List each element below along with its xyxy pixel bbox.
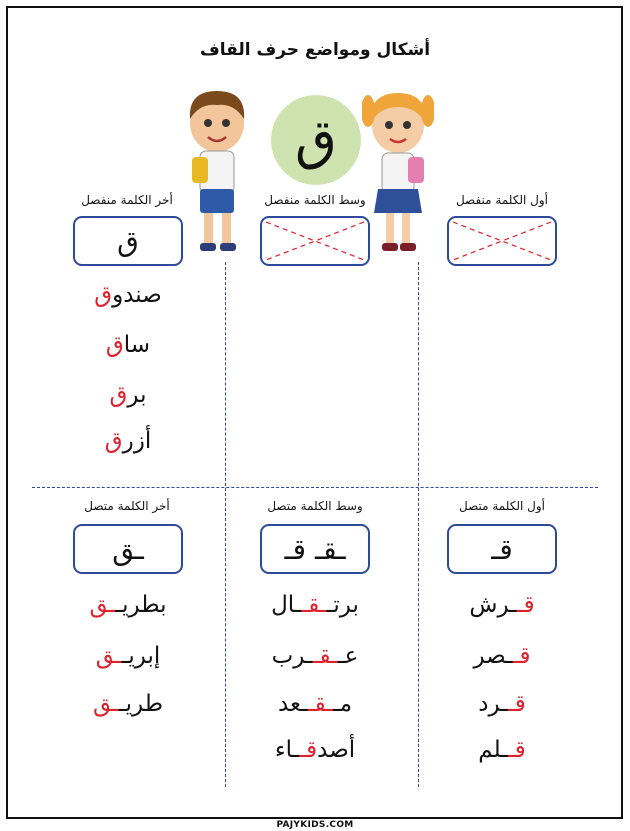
word-end-separate-1: صندوق (94, 282, 162, 308)
box-end-separate-letter: ق (117, 224, 139, 258)
box-start-connected (447, 524, 557, 574)
box-end-connected (73, 524, 183, 574)
word-end-separate-2: ساق (105, 332, 151, 358)
page-title: أشكال ومواضع حرف القاف (199, 40, 431, 60)
letter-circle (271, 95, 361, 185)
header-end-connected: أخر الكلمة متصل (84, 499, 170, 513)
header-end-separate: أخر الكلمة منفصل (81, 193, 173, 207)
word-start-connected-4: قــلم (478, 737, 526, 763)
word-end-connected-2: إبريــق (95, 643, 161, 669)
header-middle-separate: وسط الكلمة منفصل (264, 193, 366, 207)
word-end-connected-3: طريــق (92, 691, 164, 717)
word-middle-connected-1: برتــقــال (271, 592, 359, 618)
column-divider-right (418, 262, 419, 787)
box-middle-separate (260, 216, 370, 266)
footer-site: PAJYKIDS.COM (272, 820, 357, 830)
box-end-separate (73, 216, 183, 266)
header-start-separate: أول الكلمة منفصل (455, 193, 549, 207)
word-end-separate-4: أزرق (104, 428, 152, 454)
main-letter: ق (295, 108, 337, 171)
word-middle-connected-3: مــقــعد (277, 691, 353, 717)
word-start-connected-3: قــرد (478, 691, 526, 717)
box-start-connected-letter: قـ (491, 532, 513, 566)
box-middle-connected (260, 524, 370, 574)
header-start-connected: أول الكلمة متصل (459, 499, 545, 513)
box-start-separate (447, 216, 557, 266)
word-middle-connected-2: عــقــرب (271, 643, 359, 669)
word-start-connected-2: قــصر (473, 643, 531, 669)
cross-mark (262, 218, 368, 264)
girl-illustration (362, 85, 434, 260)
boy-illustration (182, 85, 252, 260)
word-start-connected-1: قــرش (469, 592, 535, 618)
footer (0, 812, 630, 831)
column-divider-left (225, 262, 226, 787)
word-end-separate-3: برق (109, 382, 147, 408)
header-middle-connected: وسط الكلمة متصل (267, 499, 363, 513)
box-end-connected-letter: ـق (112, 532, 144, 566)
cross-mark (449, 218, 555, 264)
row-divider (32, 487, 598, 488)
box-middle-connected-letters: ـقـ قـ (284, 532, 346, 566)
word-end-connected-1: بطريــق (89, 592, 167, 618)
word-middle-connected-4: أصدقــاء (274, 737, 356, 763)
